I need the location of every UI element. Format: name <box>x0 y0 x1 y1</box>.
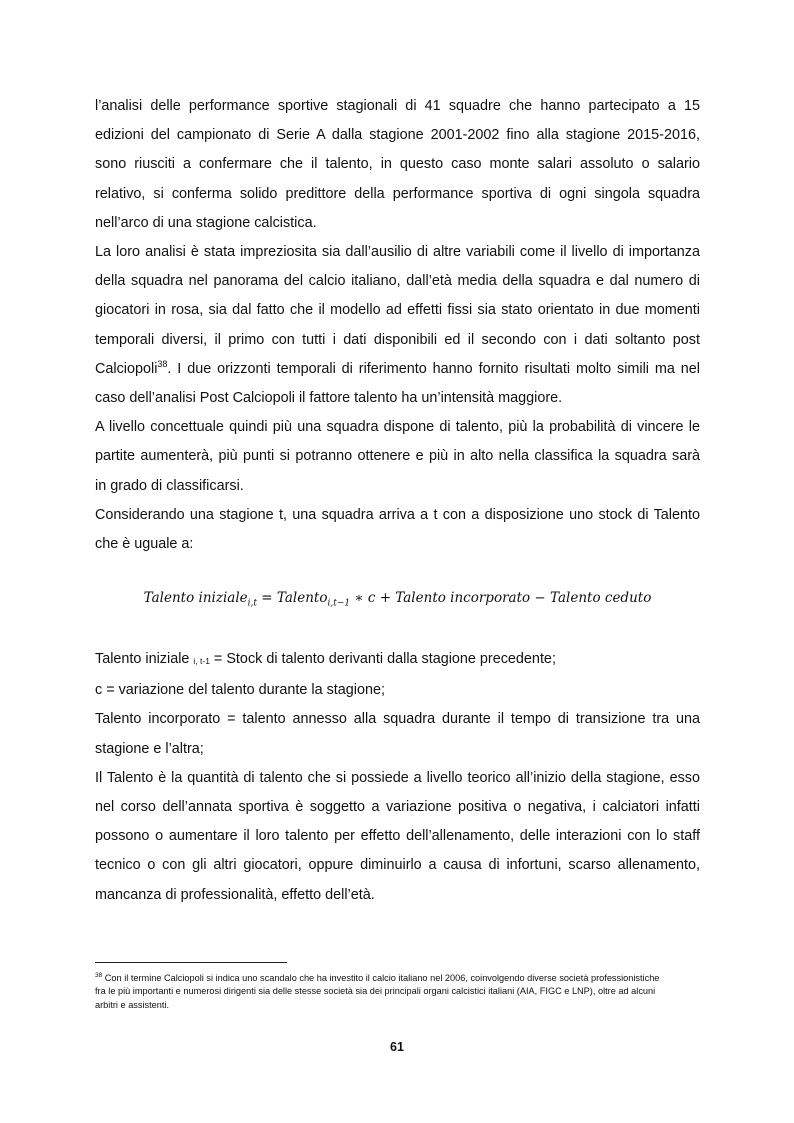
body-text <box>95 92 700 559</box>
footnote-line: fra le più importanti e numerosi dirigenti sia delle stesse società sia dei principali organi calcistici italiani (AIA, FIGC e LNP), oltre ad alcuni <box>95 986 656 997</box>
formula-rest: ∗ c + Talento incorporato − Talento ceduto <box>350 590 652 606</box>
footnote-line <box>95 969 700 985</box>
definition-line: mancanza di professionalità, effetto dell’età. <box>95 886 375 903</box>
paragraph-line: della squadra nel panorama del calcio italiano, dall’età media della squadra e dal numero di <box>95 273 700 290</box>
formula-term-subscript: i,t−1 <box>327 598 351 609</box>
paragraph-line: partite aumenterà, più punti si potranno ottenere e più in alto nella classifica la squadra sarà <box>95 448 700 465</box>
talent-formula <box>95 590 700 609</box>
paragraph-line: sono riusciti a confermare che il talento, in questo caso monte salari assoluto o salario <box>95 156 700 173</box>
definition-line <box>95 645 700 676</box>
formula-term: Talento <box>276 590 328 606</box>
paragraph-line: l’analisi delle performance sportive stagionali di 41 squadre che hanno partecipato a 15 <box>95 98 700 114</box>
footnote-reference[interactable]: 38 <box>157 358 168 369</box>
definition-term: Talento iniziale <box>95 651 190 667</box>
text-continuation: . I due orizzonti temporali di riferimento hanno fornito risultati molto simili ma nel <box>167 360 700 377</box>
paragraph-line: che è uguale a: <box>95 536 194 553</box>
definition-line: tecnico o con gli altri giocatori, oppure diminuirlo a causa di infortuni, scarso allenamento, <box>95 857 700 874</box>
paragraph-line: temporali diversi, il primo con tutti i dati disponibili ed il secondo con i dati soltanto post <box>95 331 700 348</box>
paragraph-line: relativo, si conferma solido predittore della performance sportiva di ogni singola squadra <box>95 185 700 202</box>
paragraph-line: Considerando una stagione t, una squadra arriva a t con a disposizione uno stock di Talento <box>95 506 700 523</box>
definition-text: = Stock di talento derivanti dalla stagione precedente; <box>209 651 556 667</box>
formula-lhs: Talento iniziale <box>143 590 248 606</box>
formula-equals: = <box>257 590 277 606</box>
paragraph-line: in grado di classificarsi. <box>95 477 244 494</box>
definition-line: stagione e l’altra; <box>95 740 204 757</box>
page-number: 61 <box>390 1040 404 1054</box>
definition-line: possono o aumentare il loro talento per effetto dell’allenamento, delle interazioni con lo staff <box>95 828 700 845</box>
paragraph-line: giocatori in rosa, sia dal fatto che il modello ad effetti fissi sia stato orientato in due momenti <box>95 302 700 319</box>
definition-line: Il Talento è la quantità di talento che si possiede a livello teorico all’inizio della stagione, esso <box>95 769 700 786</box>
definition-subscript: i, t-1 <box>193 656 210 666</box>
definition-line: c = variazione del talento durante la stagione; <box>95 682 386 699</box>
footnote-number: 38 <box>95 972 103 979</box>
paragraph-line: A livello concettuale quindi più una squadra dispone di talento, più la probabilità di vincere le <box>95 419 700 436</box>
footnote-text: Con il termine Calciopoli si indica uno scandalo che ha investito il calcio italiano nel 2006, coinvolgendo diverse società professionistiche <box>102 973 660 984</box>
footnote-line: arbitri e assistenti. <box>95 999 170 1010</box>
definition-line: Talento incorporato = talento annesso alla squadra durante il tempo di transizione tra una <box>95 711 700 728</box>
paragraph-line: nell’arco di una stagione calcistica. <box>95 214 317 231</box>
paragraph-line-with-footnote <box>95 355 700 384</box>
paragraph-line: caso dell’analisi Post Calciopoli il fattore talento ha un’intensità maggiore. <box>95 390 563 407</box>
footnote-divider <box>95 962 287 963</box>
text-calciopoli: Calciopoli <box>95 360 158 377</box>
footnote <box>95 969 700 1012</box>
definition-line: nel corso dell’annata sportiva è soggetto a variazione positiva o negativa, i calciatori infatti <box>95 799 700 816</box>
paragraph-line: edizioni del campionato di Serie A dalla stagione 2001-2002 fino alla stagione 2015-2016, <box>95 127 700 144</box>
definitions <box>95 645 700 910</box>
paragraph-line: La loro analisi è stata impreziosita sia dall’ausilio di altre variabili come il livello di importanza <box>95 244 700 261</box>
formula-lhs-subscript: i,t <box>247 598 257 609</box>
